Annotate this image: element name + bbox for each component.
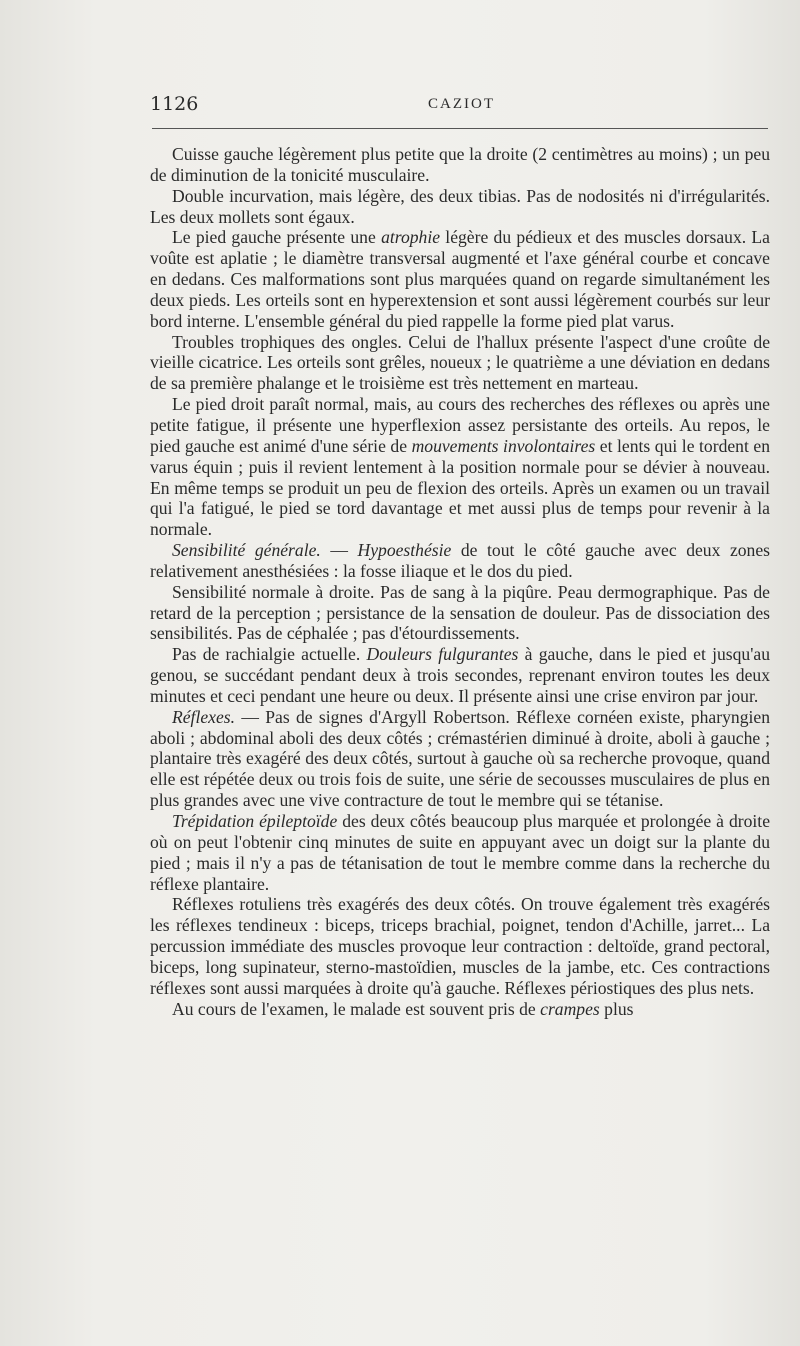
paragraph xyxy=(150,227,770,331)
paragraph xyxy=(150,186,770,228)
paragraph xyxy=(150,811,770,894)
paragraph xyxy=(150,894,770,998)
paragraph xyxy=(150,540,770,582)
italic-phrase: mouvements involontaires xyxy=(411,435,596,456)
paragraph xyxy=(150,394,770,540)
text-run: Double incurvation, mais légère, des deux tibias. Pas de nodosités ni d'irrégularités. Les deux mollets sont égaux. xyxy=(150,185,770,227)
text-run: et lents qui le tordent en varus équin ; puis il revient lentement à la position normale pour se dévier à nouveau. En même temps se produit un peu de flexion des orteils. Après un examen ou un travail qui l'a fatigué, le pied se tord davantage et met aussi plus de temps pour revenir à la normale. xyxy=(150,435,771,540)
paragraph xyxy=(150,707,770,811)
italic-phrase: Hypoesthésie xyxy=(357,540,452,561)
paragraph xyxy=(150,582,770,645)
text-run: de tout le côté gauche avec deux zones relativement anesthésiées : la fosse iliaque et le dos du pied. xyxy=(150,540,771,581)
text-run: des deux côtés beaucoup plus marquée et prolongée à droite où on peut l'obtenir cinq minutes de suite en appuyant avec un doigt sur la plante du pied ; mais il n'y a pas de tétanisation de tout le membre comme dans la recherche du réflexe plantaire. xyxy=(150,811,771,894)
text-run: Le pied gauche présente une xyxy=(172,227,382,248)
italic-phrase: Réflexes. xyxy=(172,706,236,727)
paragraph xyxy=(150,332,770,395)
text-run: — Pas de signes d'Argyll Robertson. Réflexe cornéen existe, pharyngien aboli ; abdominal aboli des deux côtés ; crémastérien diminué à droite, aboli à gauche ; plantaire très exagéré des deux côtés, surtout à gauche où sa recherche provoque, quand elle est répétée deux ou trois fois de suite, une série de secousses musculaires de plus en plus grandes avec une vive contracture de tout le membre qui se tétanise. xyxy=(150,706,770,811)
text-run: Réflexes rotuliens très exagérés des deux côtés. On trouve également très exagérés les réflexes tendineux : biceps, triceps brachial, poignet, tendon d'Achille, jarret... La percussion immédiate des muscles provoque leur contraction : deltoïde, grand pectoral, biceps, long supinateur, sterno-mastoïdien, muscles de la jambe, etc. Ces contractions réflexes sont aussi marquées à droite qu'à gauche. Réflexes périostiques des plus nets. xyxy=(150,894,770,998)
paragraph xyxy=(150,999,770,1020)
paragraph xyxy=(150,644,770,707)
text-run: légère du pédieux et des muscles dorsaux. La voûte est aplatie ; le diamètre transversal augmenté et l'axe général courbe et concave en dedans. Ces malformations sont plus marquées quand on regarde simultanément les deux pieds. Les orteils sont en hyperextension et sont aussi légèrement courbés sur leur bord interne. L'ensemble général du pied rappelle la forme pied plat varus. xyxy=(150,227,770,331)
italic-phrase: atrophie xyxy=(381,227,441,248)
header-rule xyxy=(152,128,768,129)
text-run: Au cours de l'examen, le malade est souvent pris de xyxy=(172,998,541,1019)
text-run: Sensibilité normale à droite. Pas de sang à la piqûre. Peau dermographique. Pas de retard de la perception ; persistance de la sensation de douleur. Pas de dissociation des sensibilités. Pas de céphalée ; pas d'étourdissements. xyxy=(150,581,770,644)
page-number: 1126 xyxy=(150,93,199,115)
italic-phrase: Trépidation épileptoïde xyxy=(172,811,338,831)
body-text xyxy=(150,144,770,1019)
italic-phrase: crampes xyxy=(540,998,600,1019)
text-run: Cuisse gauche légèrement plus petite que la droite (2 centimètres au moins) ; un peu de diminution de la tonicité musculaire. xyxy=(150,144,770,185)
page-header xyxy=(150,93,768,117)
text-run: à gauche, dans le pied et jusqu'au genou, se succédant pendant deux à trois secondes, reprenant environ toutes les deux minutes et ceci pendant une heure ou deux. Il présente ainsi une crise environ par jour. xyxy=(150,644,770,706)
running-head: CAZIOT xyxy=(428,96,495,112)
italic-phrase: Douleurs fulgurantes xyxy=(366,644,519,665)
text-run: Troubles trophiques des ongles. Celui de l'hallux présente l'aspect d'une croûte de vieille cicatrice. Les orteils sont grêles, noueux ; le quatrième a une déviation en dedans de sa première phalange et le troisième est très nettement en marteau. xyxy=(150,331,770,394)
text-run: Le pied droit paraît normal, mais, au cours des recherches des réflexes ou après une petite fatigue, il présente une hyperflexion assez persistante des orteils. Au repos, le pied gauche est animé d'une série de xyxy=(150,394,770,456)
text-run: plus xyxy=(599,998,634,1019)
text-run: Pas de rachialgie actuelle. xyxy=(172,644,367,665)
italic-phrase: Sensibilité générale. xyxy=(172,540,321,561)
paragraph xyxy=(150,144,770,186)
text-run: — xyxy=(320,540,358,561)
